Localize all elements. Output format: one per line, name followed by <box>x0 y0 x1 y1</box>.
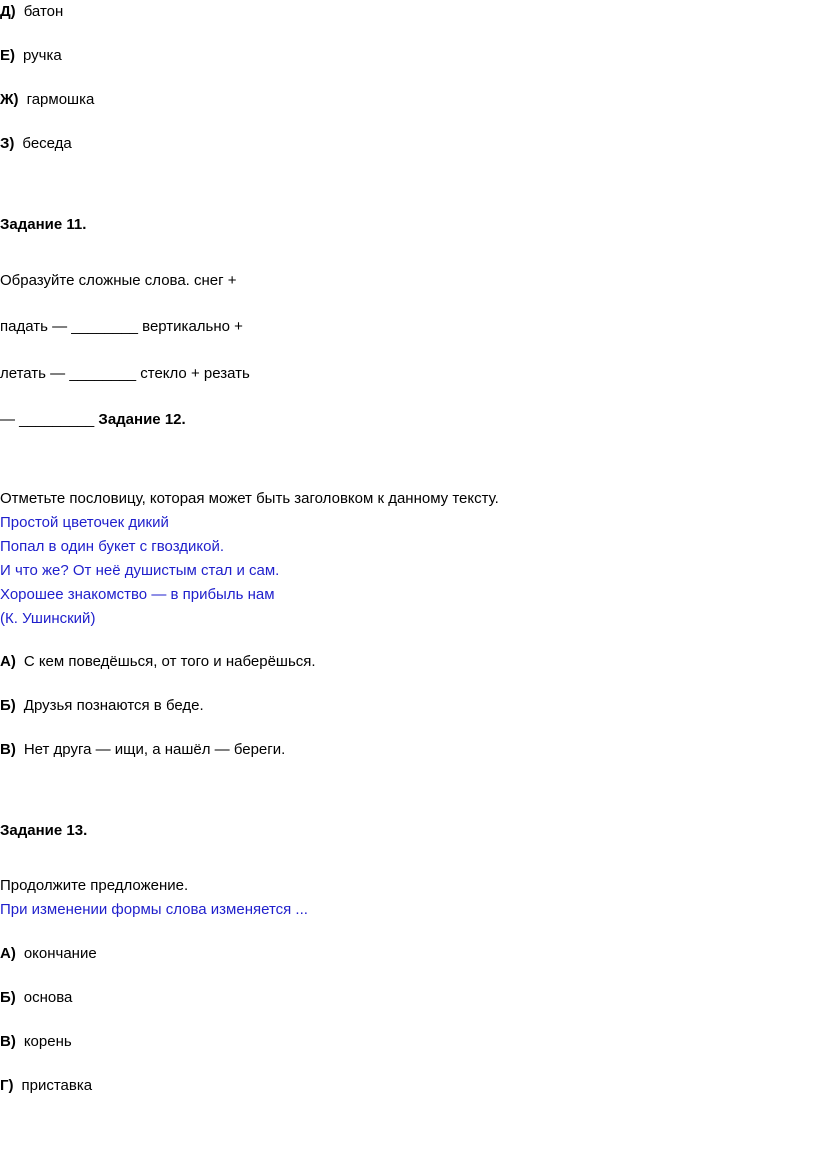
option-letter: Ж) <box>0 91 19 108</box>
option-text: гармошка <box>26 91 95 108</box>
poem-line-4: Хорошее знакомство — в прибыль нам <box>0 586 275 603</box>
option-z <box>0 135 72 153</box>
option-text: ручка <box>23 47 62 64</box>
option-letter: В) <box>0 741 16 758</box>
poem-line-1: Простой цветочек дикий <box>0 514 169 531</box>
task11-line-1: Образуйте сложные слова. снег + <box>0 272 237 289</box>
task11-title: Задание 11. <box>0 216 87 233</box>
option-zh <box>0 91 94 109</box>
task13-instruction: Продолжите предложение. <box>0 877 189 894</box>
option-letter: В) <box>0 1033 16 1050</box>
poem-author: (К. Ушинский) <box>0 610 96 627</box>
option-letter: Б) <box>0 989 16 1006</box>
option-letter: Е) <box>0 47 15 64</box>
option-letter: А) <box>0 653 16 670</box>
task12-instruction: Отметьте пословицу, которая может быть заголовком к данному тексту. <box>0 490 499 507</box>
option-letter: Б) <box>0 697 16 714</box>
task13-title: Задание 13. <box>0 822 88 839</box>
task12-option-a <box>0 653 316 671</box>
task13-option-g <box>0 1077 92 1095</box>
task11-line-4-prefix: — _________ <box>0 411 99 428</box>
task12-option-b <box>0 697 204 715</box>
task13-option-b <box>0 989 72 1007</box>
task12-option-v <box>0 741 285 759</box>
option-e <box>0 47 62 65</box>
option-text: Друзья познаются в беде. <box>23 697 204 714</box>
task13-option-v <box>0 1033 72 1051</box>
task12-title: Задание 12. <box>98 411 186 428</box>
option-text: корень <box>23 1033 72 1050</box>
option-text: окончание <box>23 945 97 962</box>
option-text: Нет друга — ищи, а нашёл — береги. <box>23 741 286 758</box>
option-d <box>0 3 63 21</box>
task11-line-2: падать — ________ вертикально + <box>0 318 243 335</box>
option-text: С кем поведёшься, от того и наберёшься. <box>23 653 316 670</box>
poem-line-3: И что же? От неё душистым стал и сам. <box>0 562 280 579</box>
option-letter: Г) <box>0 1077 14 1094</box>
task13-option-a <box>0 945 97 963</box>
option-text: приставка <box>21 1077 93 1094</box>
option-letter: З) <box>0 135 15 152</box>
task13-prompt: При изменении формы слова изменяется ... <box>0 901 308 918</box>
option-letter: Д) <box>0 3 16 20</box>
option-letter: А) <box>0 945 16 962</box>
option-text: батон <box>23 3 64 20</box>
task11-line-4 <box>0 411 186 429</box>
option-text: основа <box>23 989 73 1006</box>
option-text: беседа <box>22 135 72 152</box>
task11-line-3: летать — ________ стекло + резать <box>0 365 250 382</box>
poem-line-2: Попал в один букет с гвоздикой. <box>0 538 225 555</box>
